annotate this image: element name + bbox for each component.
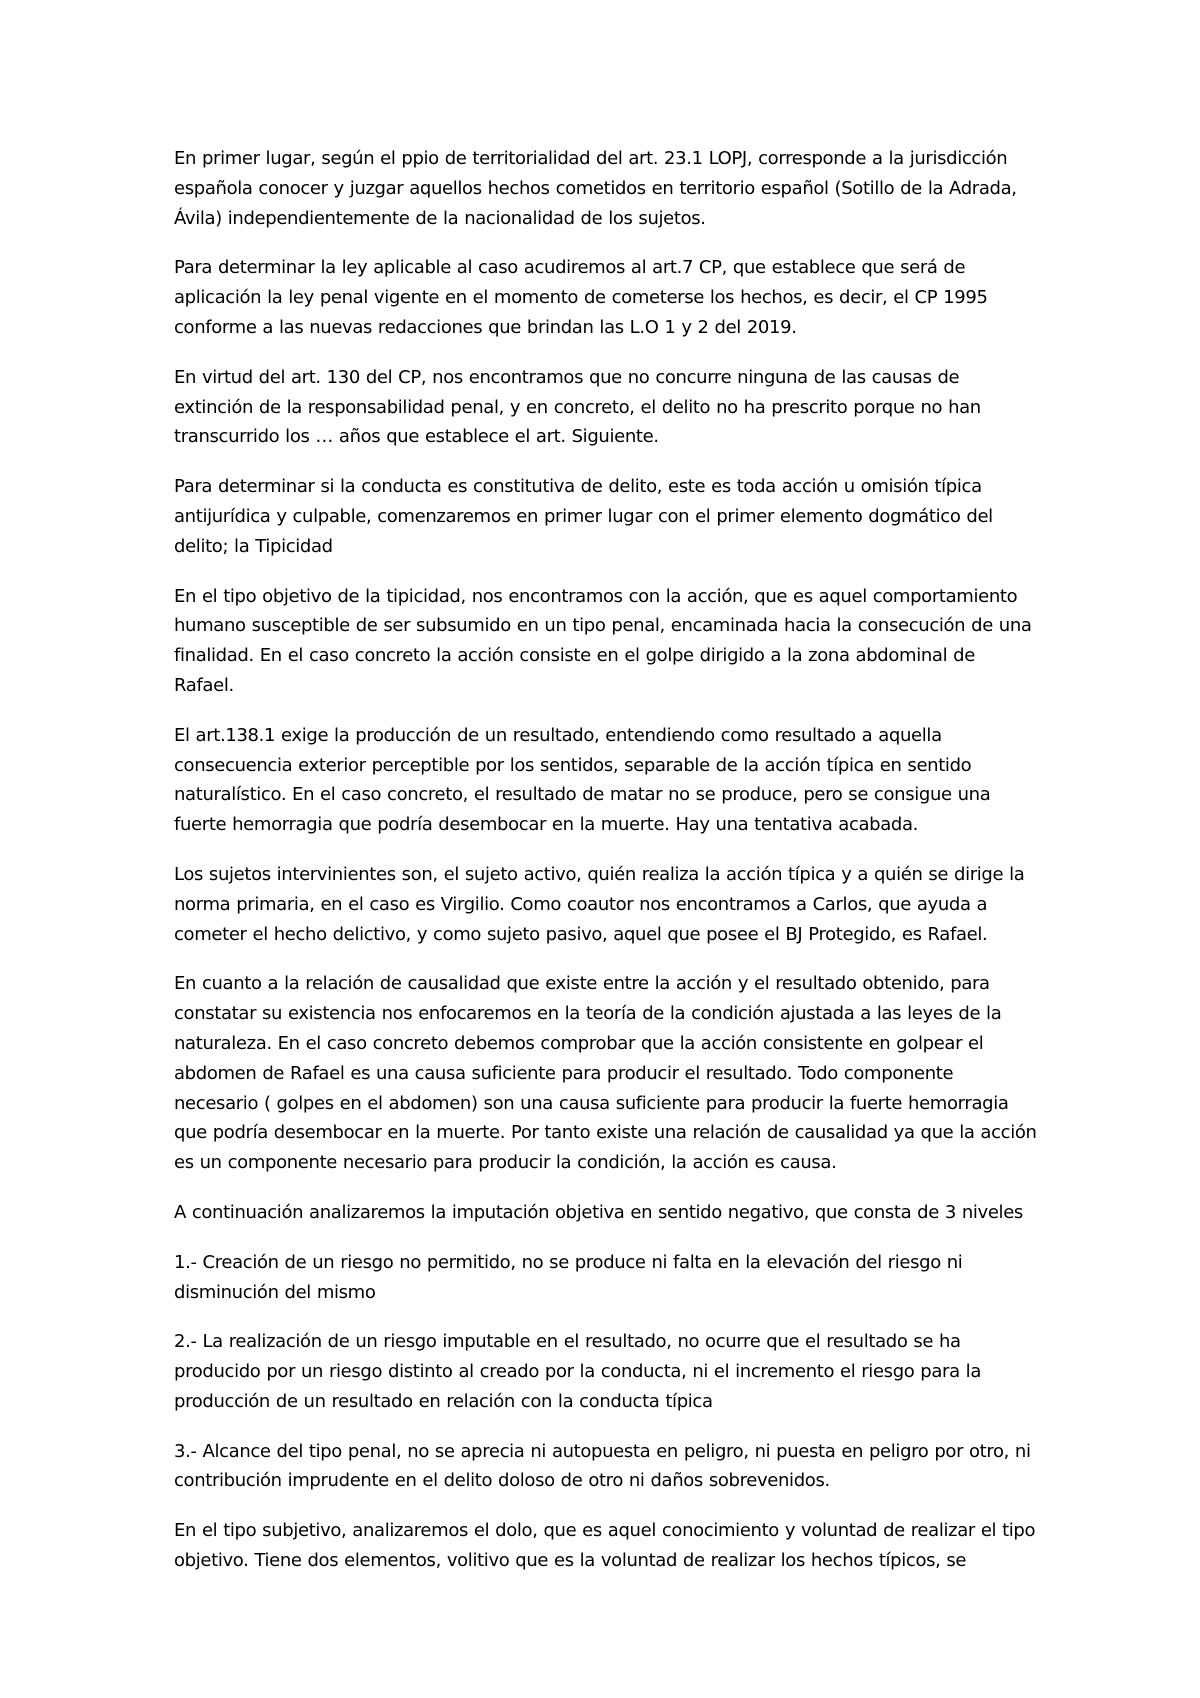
paragraph-offense-definition: Para determinar si la conducta es constitutiva de delito, este es toda acción u omisión típica antijurídica y culpable, comenzaremos en primer lugar con el primer elemento dogmático del delito; la Tipicidad [174, 476, 993, 557]
paragraph-level-1: 1.- Creación de un riesgo no permitido, no se produce ni falta en la elevación del riesgo ni disminución del mismo [174, 1251, 963, 1303]
paragraph-subjective-type: En el tipo subjetivo, analizaremos el dolo, que es aquel conocimiento y voluntad de realizar el tipo objetivo. Tiene dos elementos, volitivo que es la voluntad de realizar los hechos típicos, se [174, 1520, 1036, 1572]
paragraph-jurisdiction: En primer lugar, según el ppio de territorialidad del art. 23.1 LOPJ, corresponde a la jurisdicción española conocer y juzgar aquellos hechos cometidos en territorio español (Sotillo de la Adrada, Ávila) independientemente de la nacionalidad de los sujetos. [174, 148, 1017, 229]
paragraph-causality: En cuanto a la relación de causalidad que existe entre la acción y el resultado obtenido, para constatar su existencia nos enfocaremos en la teoría de la condición ajustada a las leyes de la naturaleza. En el caso concreto debemos comprobar que la acción consistente en golpear el abdomen de Rafael es una causa suficiente para producir el resultado. Todo componente necesario ( golpes en el abdomen) son una causa suficiente para producir la fuerte hemorragia que podría desembocar en la muerte. Por tanto existe una relación de causalidad ya que la acción es un componente necesario para producir la condición, la acción es causa. [174, 973, 1037, 1174]
paragraph-result: El art.138.1 exige la producción de un resultado, entendiendo como resultado a aquella consecuencia exterior perceptible por los sentidos, separable de la acción típica en sentido naturalístico. En el caso concreto, el resultado de matar no se produce, pero se consigue una fuerte hemorragia que podría desembocar en la muerte. Hay una tentativa acabada. [174, 724, 991, 836]
paragraph-applicable-law: Para determinar la ley aplicable al caso acudiremos al art.7 CP, que establece que será de aplicación la ley penal vigente en el momento de cometerse los hechos, es decir, el CP 1995 conforme a las nuevas redacciones que brindan las L.O 1 y 2 del 2019. [174, 257, 988, 338]
paragraph-objective-type-action: En el tipo objetivo de la tipicidad, nos encontramos con la acción, que es aquel comportamiento humano susceptible de ser subsumido en un tipo penal, encaminada hacia la consecución de una finalidad. En el caso concreto la acción consiste en el golpe dirigido a la zona abdominal de Rafael. [174, 585, 1032, 696]
paragraph-subjects: Los sujetos intervinientes son, el sujeto activo, quién realiza la acción típica y a quién se dirige la norma primaria, en el caso es Virgilio. Como coautor nos encontramos a Carlos, que ayuda a cometer el hecho delictivo, y como sujeto pasivo, aquel que posee el BJ Protegido, es Rafael. [174, 863, 1025, 945]
document-body [174, 144, 1038, 1596]
paragraph-level-3: 3.- Alcance del tipo penal, no se aprecia ni autopuesta en peligro, ni puesta en peligro por otro, ni contribución imprudente en el delito doloso de otro ni daños sobrevenidos. [174, 1440, 1031, 1492]
paragraph-objective-imputation: A continuación analizaremos la imputación objetiva en sentido negativo, que consta de 3 niveles [174, 1201, 1023, 1223]
paragraph-level-2: 2.- La realización de un riesgo imputable en el resultado, no ocurre que el resultado se ha producido por un riesgo distinto al creado por la conducta, ni el incremento el riesgo para la producción de un resultado en relación con la conducta típica [174, 1331, 981, 1412]
paragraph-extinction: En virtud del art. 130 del CP, nos encontramos que no concurre ninguna de las causas de extinción de la responsabilidad penal, y en concreto, el delito no ha prescrito porque no han transcurrido los … años que establece el art. Siguiente. [174, 366, 981, 448]
